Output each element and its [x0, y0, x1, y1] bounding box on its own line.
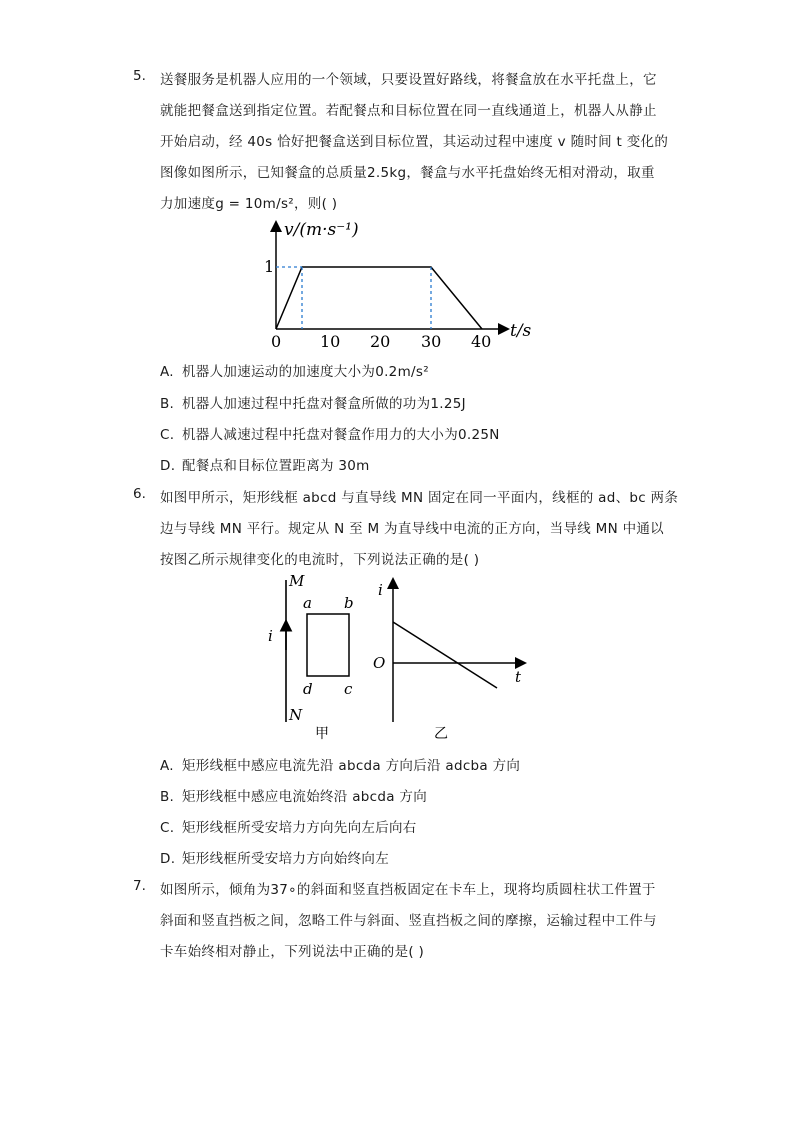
question-number: 7. — [133, 878, 146, 894]
question-text-line: 开始启动，经 40s 恰好把餐盒送到目标位置，其运动过程中速度 v 随时间 t 变化的 — [160, 134, 669, 150]
label-n: N — [289, 706, 303, 724]
question-text-line: 送餐服务是机器人应用的一个领域，只要设置好路线，将餐盒放在水平托盘上，它 — [160, 72, 657, 88]
option-label: D. — [160, 458, 176, 474]
label-origin: O — [373, 654, 386, 672]
caption-yi: 乙 — [434, 726, 448, 742]
option-label: A. — [160, 364, 174, 380]
option-text: 机器人加速运动的加速度大小为0.2m/s² — [182, 364, 429, 380]
label-t: t — [515, 668, 522, 686]
question-number: 5. — [133, 68, 146, 84]
question-text-line: 力加速度g = 10m/s²，则( ) — [160, 196, 338, 212]
vt-graph — [262, 215, 542, 355]
question-text-line: 如图甲所示，矩形线框 abcd 与直导线 MN 固定在同一平面内，线框的 ad、bc 两条 — [160, 490, 679, 506]
t-tick-label: 0 — [271, 332, 282, 351]
label-d: d — [303, 680, 313, 698]
option-text: 机器人加速过程中托盘对餐盒所做的功为1.25J — [182, 396, 466, 412]
label-m: M — [289, 572, 305, 590]
option-d[interactable] — [160, 454, 370, 474]
option-label: B. — [160, 396, 175, 412]
label-i-axis: i — [378, 581, 383, 599]
option-text: 矩形线框中感应电流始终沿 abcda 方向 — [182, 789, 427, 805]
option-c[interactable] — [160, 816, 417, 836]
option-label: C. — [160, 427, 175, 443]
option-text: 机器人减速过程中托盘对餐盒作用力的大小为0.25N — [182, 427, 500, 443]
label-b: b — [344, 594, 354, 612]
question-text-line: 按图乙所示规律变化的电流时，下列说法正确的是( ) — [160, 552, 480, 568]
option-c[interactable] — [160, 423, 500, 443]
option-label: B. — [160, 789, 175, 805]
figure-q6 — [262, 570, 542, 745]
label-a: a — [303, 594, 312, 612]
label-i-wire: i — [268, 627, 273, 645]
option-label: C. — [160, 820, 175, 836]
question-text-line: 就能把餐盒送到指定位置。若配餐点和目标位置在同一直线通道上，机器人从静止 — [160, 103, 657, 119]
t-tick-label: 40 — [471, 332, 492, 351]
t-tick-label: 20 — [370, 332, 391, 351]
t-tick-label: 10 — [320, 332, 341, 351]
question-text-line: 边与导线 MN 平行。规定从 N 至 M 为直导线中电流的正方向，当导线 MN 中通以 — [160, 521, 664, 537]
v-axis-label: v/(m·s⁻¹) — [284, 220, 359, 240]
rect-loop-abcd — [307, 614, 349, 676]
option-text: 矩形线框中感应电流先沿 abcda 方向后沿 adcba 方向 — [182, 758, 521, 774]
option-label: A. — [160, 758, 174, 774]
t-tick-label: 30 — [421, 332, 442, 351]
option-b[interactable] — [160, 785, 427, 805]
question-text-line: 如图所示，倾角为37∘的斜面和竖直挡板固定在卡车上，现将均质圆柱状工件置于 — [160, 882, 656, 898]
option-d[interactable] — [160, 847, 389, 867]
velocity-curve — [276, 267, 482, 329]
option-text: 配餐点和目标位置距离为 30m — [182, 458, 370, 474]
question-number: 6. — [133, 486, 146, 502]
question-text-line: 卡车始终相对静止，下列说法中正确的是( ) — [160, 944, 425, 960]
question-text-line: 图像如图所示，已知餐盒的总质量2.5kg，餐盒与水平托盘始终无相对滑动，取重 — [160, 165, 655, 181]
label-c: c — [344, 680, 353, 698]
option-b[interactable] — [160, 392, 466, 412]
option-text: 矩形线框所受安培力方向先向左后向右 — [182, 820, 417, 836]
option-text: 矩形线框所受安培力方向始终向左 — [182, 851, 389, 867]
question-text-line: 斜面和竖直挡板之间，忽略工件与斜面、竖直挡板之间的摩擦，运输过程中工件与 — [160, 913, 657, 929]
option-a[interactable] — [160, 754, 520, 774]
t-axis-label: t/s — [510, 321, 532, 341]
option-label: D. — [160, 851, 176, 867]
current-line — [393, 622, 497, 688]
v-tick-label: 1 — [264, 257, 275, 276]
option-a[interactable] — [160, 360, 429, 380]
caption-jia: 甲 — [315, 726, 329, 742]
